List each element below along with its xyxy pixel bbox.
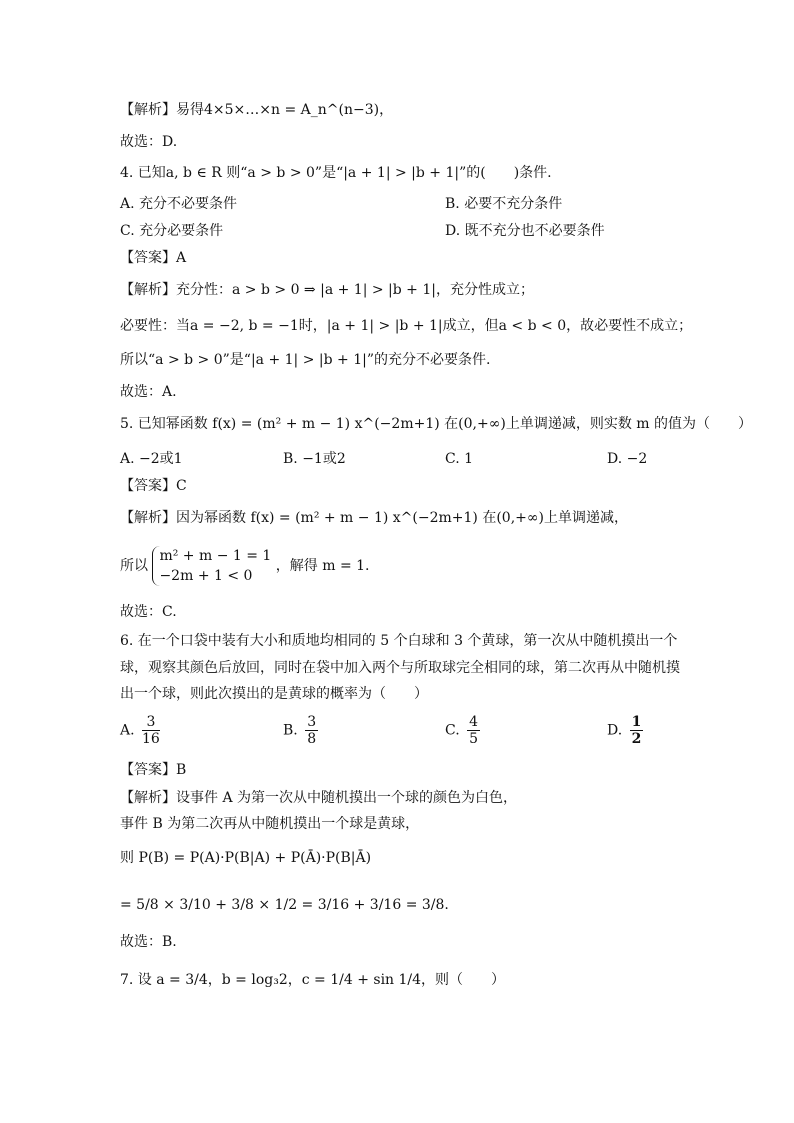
q5-explanation-2	[120, 544, 370, 590]
q5-option-d: D. −2	[607, 451, 648, 467]
q4-option-b: B. 必要不充分条件	[445, 196, 563, 212]
q5-so-label: 所以	[120, 558, 148, 574]
q6-option-b-label: B.	[283, 722, 298, 739]
q5-explanation-3: 故选：C.	[120, 604, 177, 620]
q5-equation-system	[152, 546, 271, 586]
denominator: 2	[631, 731, 642, 747]
q6-option-c-fraction	[467, 714, 480, 747]
q4-option-a: A. 充分不必要条件	[120, 196, 238, 212]
q4-explanation-4: 故选：A.	[120, 384, 177, 400]
q5-solution: ，解得 m = 1.	[275, 558, 370, 574]
question-4: 4. 已知a, b ∈ R 则“a > b > 0”是“|a + 1| > |b + 1|”的( )条件.	[120, 165, 552, 181]
question-6-line-3: 出一个球，则此次摸出的是黄球的概率为（ ）	[120, 686, 428, 702]
denominator: 8	[307, 731, 317, 747]
numerator: 1	[631, 714, 642, 730]
q6-explanation-3: 则 P(B) = P(A)·P(B|A) + P(Ā)·P(B|Ā)	[120, 850, 372, 866]
q5-system-eq-2: −2m + 1 < 0	[159, 568, 253, 584]
q6-option-a	[120, 714, 163, 747]
q5-option-c: C. 1	[445, 451, 474, 467]
numerator: 3	[307, 714, 317, 730]
q6-explanation-4: = 5/8 × 3/10 + 3/8 × 1/2 = 3/16 + 3/16 = 3/8.	[120, 897, 449, 913]
q4-option-c: C. 充分必要条件	[120, 223, 224, 239]
q6-option-a-fraction	[142, 714, 160, 747]
q6-option-c	[445, 714, 483, 747]
q4-option-d: D. 既不充分也不必要条件	[445, 223, 605, 239]
q6-option-b-fraction	[305, 714, 318, 747]
q5-explanation-1: 【解析】因为幂函数 f(x) = (m² + m − 1) x^(−2m+1) 在(0,+∞)上单调递减，	[120, 510, 629, 526]
q6-option-d-label: D.	[607, 722, 623, 739]
question-7: 7. 设 a = 3/4，b = log₃2，c = 1/4 + sin 1/4，则（ ）	[120, 972, 506, 988]
question-6-line-1: 6. 在一个口袋中装有大小和质地均相同的 5 个白球和 3 个黄球，第一次从中随机摸出一个	[120, 633, 678, 649]
q6-option-a-label: A.	[120, 722, 135, 739]
q4-explanation-1: 【解析】充分性：a > b > 0 ⇒ |a + 1| > |b + 1|，充分性成立；	[120, 282, 534, 298]
q5-option-b: B. −1或2	[283, 451, 346, 467]
q4-explanation-2: 必要性：当a = −2, b = −1时，|a + 1| > |b + 1|成立，但a < b < 0，故必要性不成立；	[120, 318, 693, 334]
q5-system-eq-1: m² + m − 1 = 1	[159, 548, 272, 564]
q4-answer: 【答案】A	[120, 250, 187, 266]
q6-explanation-2: 事件 B 为第二次再从中随机摸出一个球是黄球，	[120, 816, 420, 832]
q5-answer: 【答案】C	[120, 478, 187, 494]
q6-explanation-1: 【解析】设事件 A 为第一次从中随机摸出一个球的颜色为白色，	[120, 790, 518, 806]
numerator: 3	[142, 714, 160, 731]
q5-option-a: A. −2或1	[120, 451, 183, 467]
question-5: 5. 已知幂函数 f(x) = (m² + m − 1) x^(−2m+1) 在(0,+∞)上单调递减，则实数 m 的值为（ ）	[120, 416, 752, 432]
q6-option-b	[283, 714, 321, 747]
question-6-line-2: 球，观察其颜色后放回，同时在袋中加入两个与所取球完全相同的球，第二次再从中随机摸	[120, 660, 680, 676]
numerator: 4	[469, 714, 479, 730]
q6-option-c-label: C.	[445, 722, 460, 739]
denominator: 16	[142, 731, 160, 747]
q6-option-d	[607, 714, 646, 747]
q6-explanation-5: 故选：B.	[120, 934, 177, 950]
answer-choice-line: 故选：D.	[120, 134, 178, 150]
q6-answer: 【答案】B	[120, 762, 187, 778]
explanation-line: 【解析】易得4×5×…×n = A_n^(n−3)，	[120, 102, 394, 118]
q6-option-d-fraction	[630, 714, 644, 747]
denominator: 5	[469, 731, 479, 747]
q4-explanation-3: 所以“a > b > 0”是“|a + 1| > |b + 1|”的充分不必要条件.	[120, 352, 491, 368]
